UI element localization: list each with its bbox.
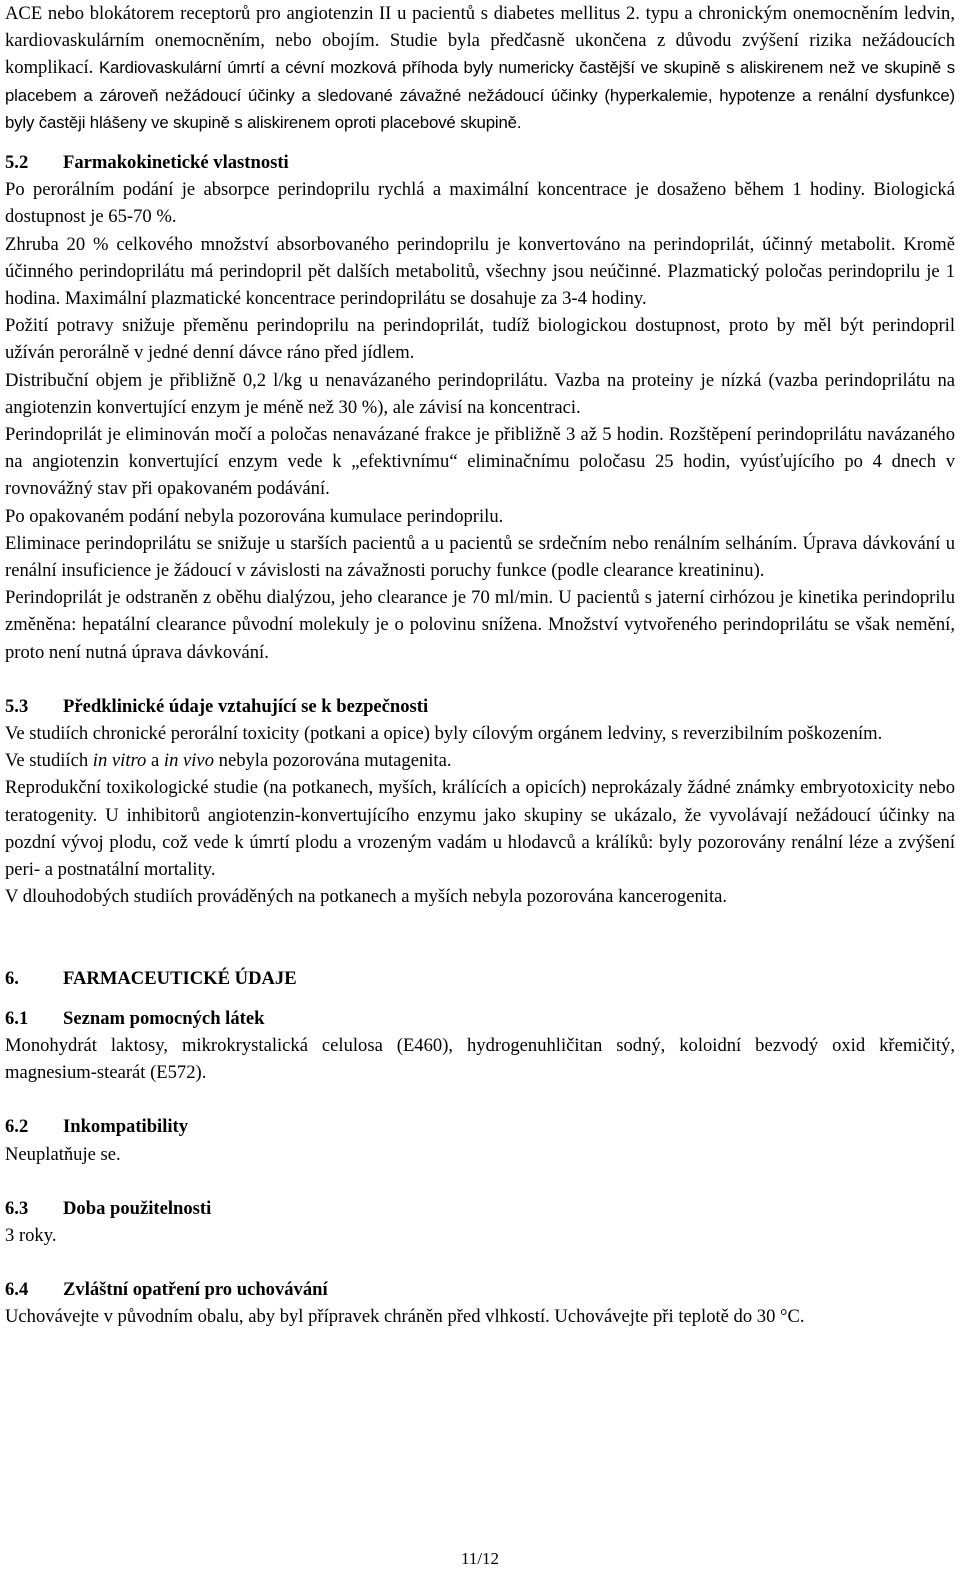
section-title: Farmakokinetické vlastnosti xyxy=(63,152,289,174)
section-title: Zvláštní opatření pro uchovávání xyxy=(63,1279,328,1301)
paragraph: Distribuční objem je přibližně 0,2 l/kg u nenavázaného perindoprilátu. Vazba na proteiny je nízká (vazba perindoprilátu na angiotenzin konvertující enzym je méně než 30 %), ale závisí na koncentraci. xyxy=(5,369,955,418)
paragraph: Zhruba 20 % celkového množství absorbovaného perindoprilu je konvertováno na perindoprilát, účinný metabolit. Kromě účinného perindoprilátu má perindopril pět dalších metabolitů, všechny jsou neúčinné. Plazmatický poločas perindoprilu je 1 hodina. Maximální plazmatické koncentrace perindoprilátu se dosahuje za 3-4 hodiny. xyxy=(5,233,955,310)
intro-paragraph xyxy=(5,0,955,136)
section-number: 5.3 xyxy=(5,695,29,717)
section-6-2-heading xyxy=(5,1113,955,1140)
paragraph: Po opakovaném podání nebyla pozorována kumulace perindoprilu. xyxy=(5,505,504,527)
section-number: 6.2 xyxy=(5,1116,29,1138)
paragraph: Eliminace perindoprilátu se snižuje u starších pacientů a u pacientů se srdečním nebo renálním selháním. Úprava dávkování u renální insuficience je žádoucí v závislosti na závažnosti poruchy funkce (podle clearance kreatininu). xyxy=(5,532,955,582)
intro-text-a: ACE nebo blokátorem receptorů pro angiotenzin II u pacientů s diabetes mellitus 2. typu a chronickým onemocněním ledvin, kardiovaskulárním onemocněním, nebo obojím. Studie byla předčasně ukončena z důvodu zvýšení rizika nežádoucích komplikací. xyxy=(5,3,955,79)
section-number: 5.2 xyxy=(5,152,29,174)
text: Ve studiích xyxy=(5,750,93,772)
section-6-heading xyxy=(5,965,955,992)
section-6-4-heading xyxy=(5,1276,955,1303)
section-5-3-heading xyxy=(5,693,955,720)
section-title: Inkompatibility xyxy=(63,1116,189,1138)
intro-text-b: Kardiovaskulární úmrtí a cévní mozková příhoda byly numericky častější ve skupině s aliskirenem než ve skupině s placebem a zároveň nežádoucí účinky a sledované závažné nežádoucí účinky (hyperkalemie, hypotenze a renální dysfunkce) byly častěji hlášeny ve skupině s aliskirenem oproti placebové skupině. xyxy=(5,58,955,132)
paragraph xyxy=(5,747,955,774)
section-number: 6. xyxy=(5,967,19,989)
section-6-1-heading xyxy=(5,1005,955,1032)
page-number: 11/12 xyxy=(460,1549,500,1568)
section-number: 6.3 xyxy=(5,1197,29,1219)
paragraph: 3 roky. xyxy=(5,1224,57,1246)
paragraph: V dlouhodobých studiích prováděných na potkanech a myších nebyla pozorována kancerogenita. xyxy=(5,886,728,908)
section-title: Seznam pomocných látek xyxy=(63,1007,265,1029)
paragraph: Požití potravy snižuje přeměnu perindoprilu na perindoprilát, tudíž biologickou dostupnost, proto by měl být perindopril užíván perorálně v jedné denní dávce ráno před jídlem. xyxy=(5,315,955,364)
document-page xyxy=(5,0,955,1331)
text: nebyla pozorována mutagenita. xyxy=(214,750,452,772)
paragraph: Po perorálním podání je absorpce perindoprilu rychlá a maximální koncentrace je dosaženo během 1 hodiny. Biologická dostupnost je 65-70 %. xyxy=(5,179,955,228)
section-number: 6.1 xyxy=(5,1007,29,1029)
paragraph: Ve studiích chronické perorální toxicity (potkani a opice) byly cílovým orgánem ledviny, s reverzibilním poškozením. xyxy=(5,723,883,745)
paragraph: Perindoprilát je odstraněn z oběhu dialýzou, jeho clearance je 70 ml/min. U pacientů s jaterní cirhózou je kinetika perindoprilu změněna: hepatální clearance původní molekuly je o polovinu snížena. Množství vytvořeného perindoprilátu se však nemění, proto není nutná úprava dávkování. xyxy=(5,587,955,663)
section-6-3-heading xyxy=(5,1195,955,1222)
paragraph: Perindoprilát je eliminován močí a poločas nenavázané frakce je přibližně 3 až 5 hodin. Rozštěpení perindoprilátu navázaného na angiotenzin konvertující enzym vede k „efektivnímu“ eliminačnímu poločasu 25 hodin, vyúsťujícího po 4 dnech v rovnovážný stav při opakovaném podávání. xyxy=(5,424,955,500)
section-title: Předklinické údaje vztahující se k bezpečnosti xyxy=(63,695,429,717)
section-number: 6.4 xyxy=(5,1279,29,1301)
italic-text: in vivo xyxy=(163,750,214,772)
section-title: FARMACEUTICKÉ ÚDAJE xyxy=(63,967,297,989)
paragraph: Neuplatňuje se. xyxy=(5,1143,121,1165)
paragraph: Reprodukční toxikologické studie (na potkanech, myších, králících a opicích) neprokázaly žádné známky embryotoxicity nebo teratogenity. U inhibitorů angiotenzin-konvertujícího enzymu jako skupiny se ukázalo, že vyvolávají nežádoucí účinky na pozdní vývoj plodu, což vede k úmrtí plodu a vrozeným vadám u hlodavců a králíků: byly pozorovány renální léze a zvýšení peri- a postnatální mortality. xyxy=(5,777,955,881)
section-5-2-heading xyxy=(5,149,955,176)
paragraph: Monohydrát laktosy, mikrokrystalická celulosa (E460), hydrogenuhličitan sodný, koloidní bezvodý oxid křemičitý, magnesium-stearát (E572). xyxy=(5,1034,955,1084)
section-title: Doba použitelnosti xyxy=(63,1197,212,1219)
paragraph: Uchovávejte v původním obalu, aby byl přípravek chráněn před vlhkostí. Uchovávejte při teplotě do 30 °C. xyxy=(5,1306,805,1328)
text: a xyxy=(146,750,164,772)
italic-text: in vitro xyxy=(92,750,147,772)
